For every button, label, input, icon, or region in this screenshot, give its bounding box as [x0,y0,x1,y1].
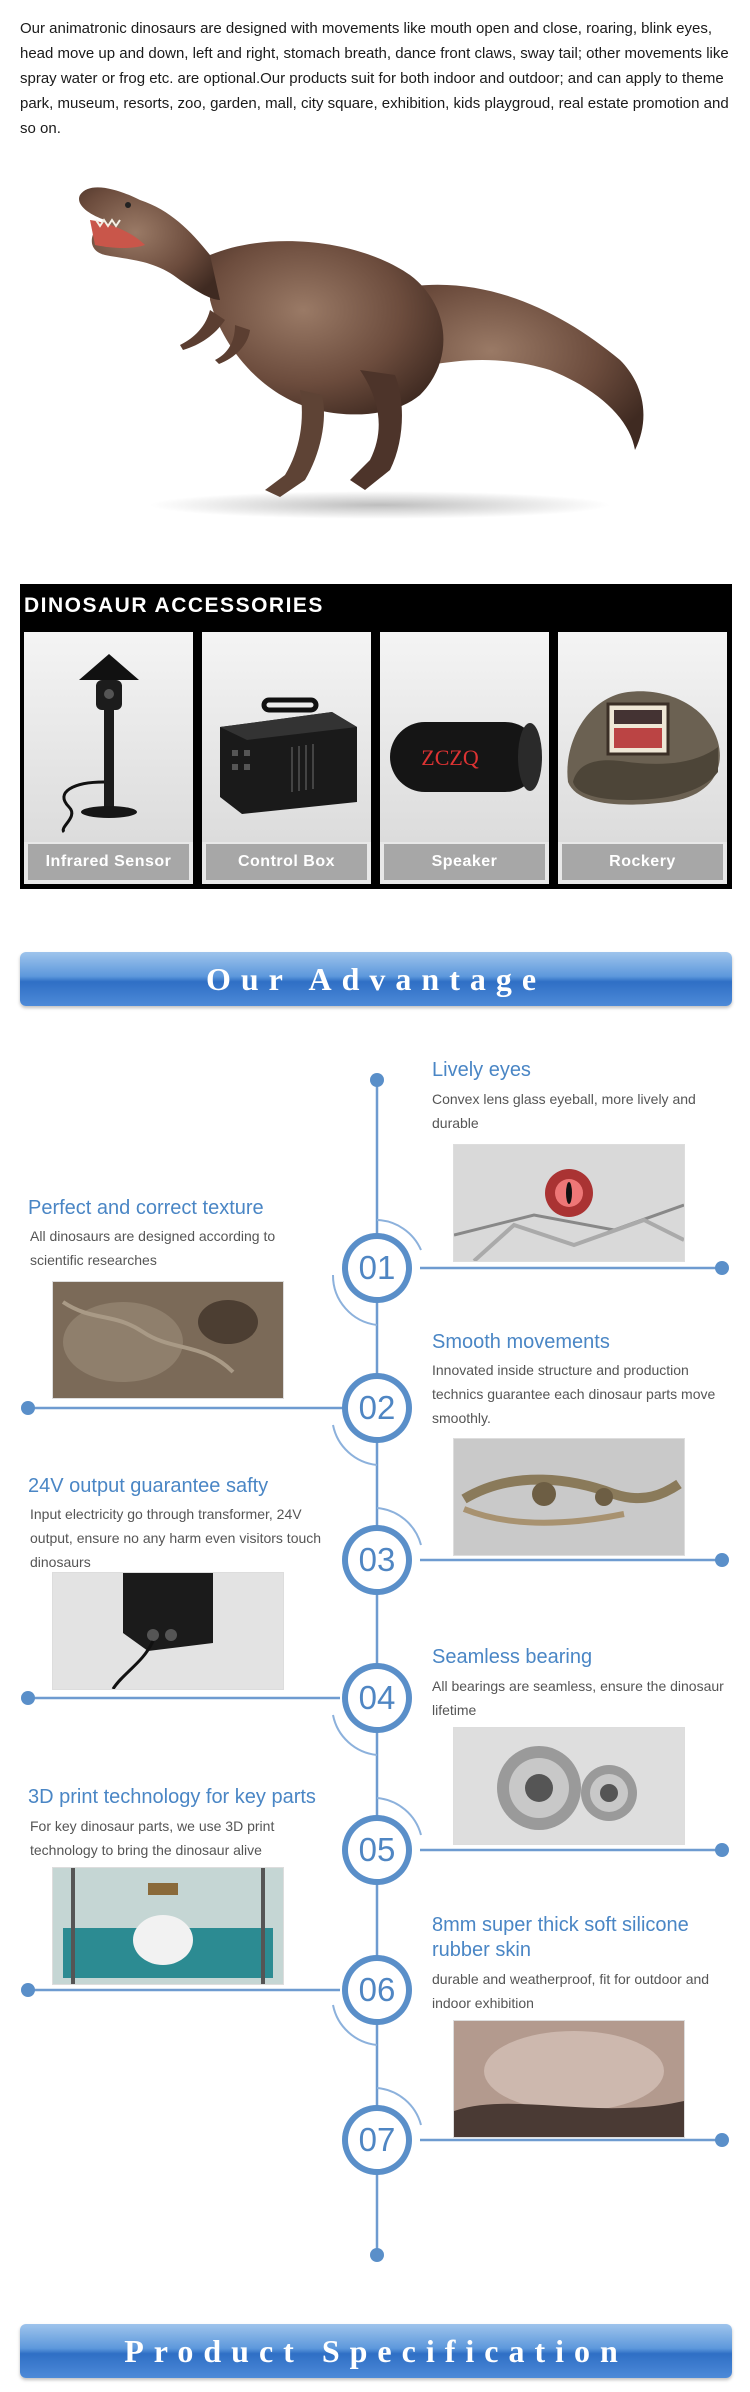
step-number: 02 [342,1373,412,1443]
advantage-title: Smooth movements [432,1331,610,1353]
step-number: 04 [342,1663,412,1733]
accessories-title: DINOSAUR ACCESSORIES [24,594,324,617]
silicone-skin-photo [453,2020,685,2138]
advantage-title: 8mm super thick soft silicone rubber skin [432,1914,689,1961]
advantage-desc: durable and weatherproof, fit for outdoor and indoor exhibition [432,1971,710,2011]
advantage-title: 24V output guarantee safty [28,1475,269,1497]
control-box-icon [202,632,371,842]
accessory-card-control-box[interactable] [202,632,371,884]
step-number: 03 [342,1525,412,1595]
advantage-desc: For key dinosaur parts, we use 3D print technology to bring the dinosaur alive [30,1818,275,1858]
advantage-timeline [0,1040,750,2270]
accessory-label: Infrared Sensor [28,844,189,880]
texture-photo [52,1281,284,1399]
infrared-sensor-icon [24,632,193,842]
intro-paragraph: Our animatronic dinosaurs are designed with movements like mouth open and close, roaring, blink eyes, head move up and down, left and right, stomach breath, dance front claws, sway tail; other movements like spray water or frog etc. are optional.Our products suit for both indoor and outdoor; and can apply to theme park, museum, resorts, zoo, garden, mall, city square, exhibition, kids playgroud, real estate promotion and so on. [20,20,729,137]
rockery-icon [558,632,727,842]
lively-eyes-photo [453,1144,685,1262]
product-specification-banner: Product Specification [20,2324,732,2378]
accessory-card-infrared-sensor[interactable] [24,632,193,884]
accessory-card-speaker[interactable] [380,632,549,884]
3d-print-photo [52,1867,284,1985]
advantage-title: Perfect and correct texture [28,1197,264,1219]
step-number: 01 [342,1233,412,1303]
svg-text:ZCZQ: ZCZQ [421,745,479,770]
bearing-photo [453,1727,685,1845]
advantage-desc: Input electricity go through transformer, 24V output, ensure no any harm even visitors touch dinosaurs [30,1506,322,1570]
movements-photo [453,1438,685,1556]
step-number: 06 [342,1955,412,2025]
accessories-panel [20,584,732,889]
advantage-desc: Convex lens glass eyeball, more lively and durable [432,1091,696,1131]
accessory-card-rockery[interactable] [558,632,727,884]
speaker-icon [380,632,549,842]
advantage-desc: All bearings are seamless, ensure the dinosaur lifetime [432,1678,724,1718]
accessory-label: Speaker [384,844,545,880]
advantage-title: Seamless bearing [432,1646,593,1668]
advantage-desc: Innovated inside structure and production technics guarantee each dinosaur parts move smoothly. [432,1362,716,1426]
step-number: 07 [342,2105,412,2175]
accessory-label: Rockery [562,844,723,880]
advantage-title: 3D print technology for key parts [28,1786,316,1808]
dinosaur-image [60,160,700,530]
step-number: 05 [342,1815,412,1885]
accessory-label: Control Box [206,844,367,880]
advantage-title: Lively eyes [432,1059,531,1081]
advantage-desc: All dinosaurs are designed according to scientific researches [30,1228,276,1268]
transformer-photo [52,1572,284,1690]
our-advantage-banner: Our Advantage [20,952,732,1006]
